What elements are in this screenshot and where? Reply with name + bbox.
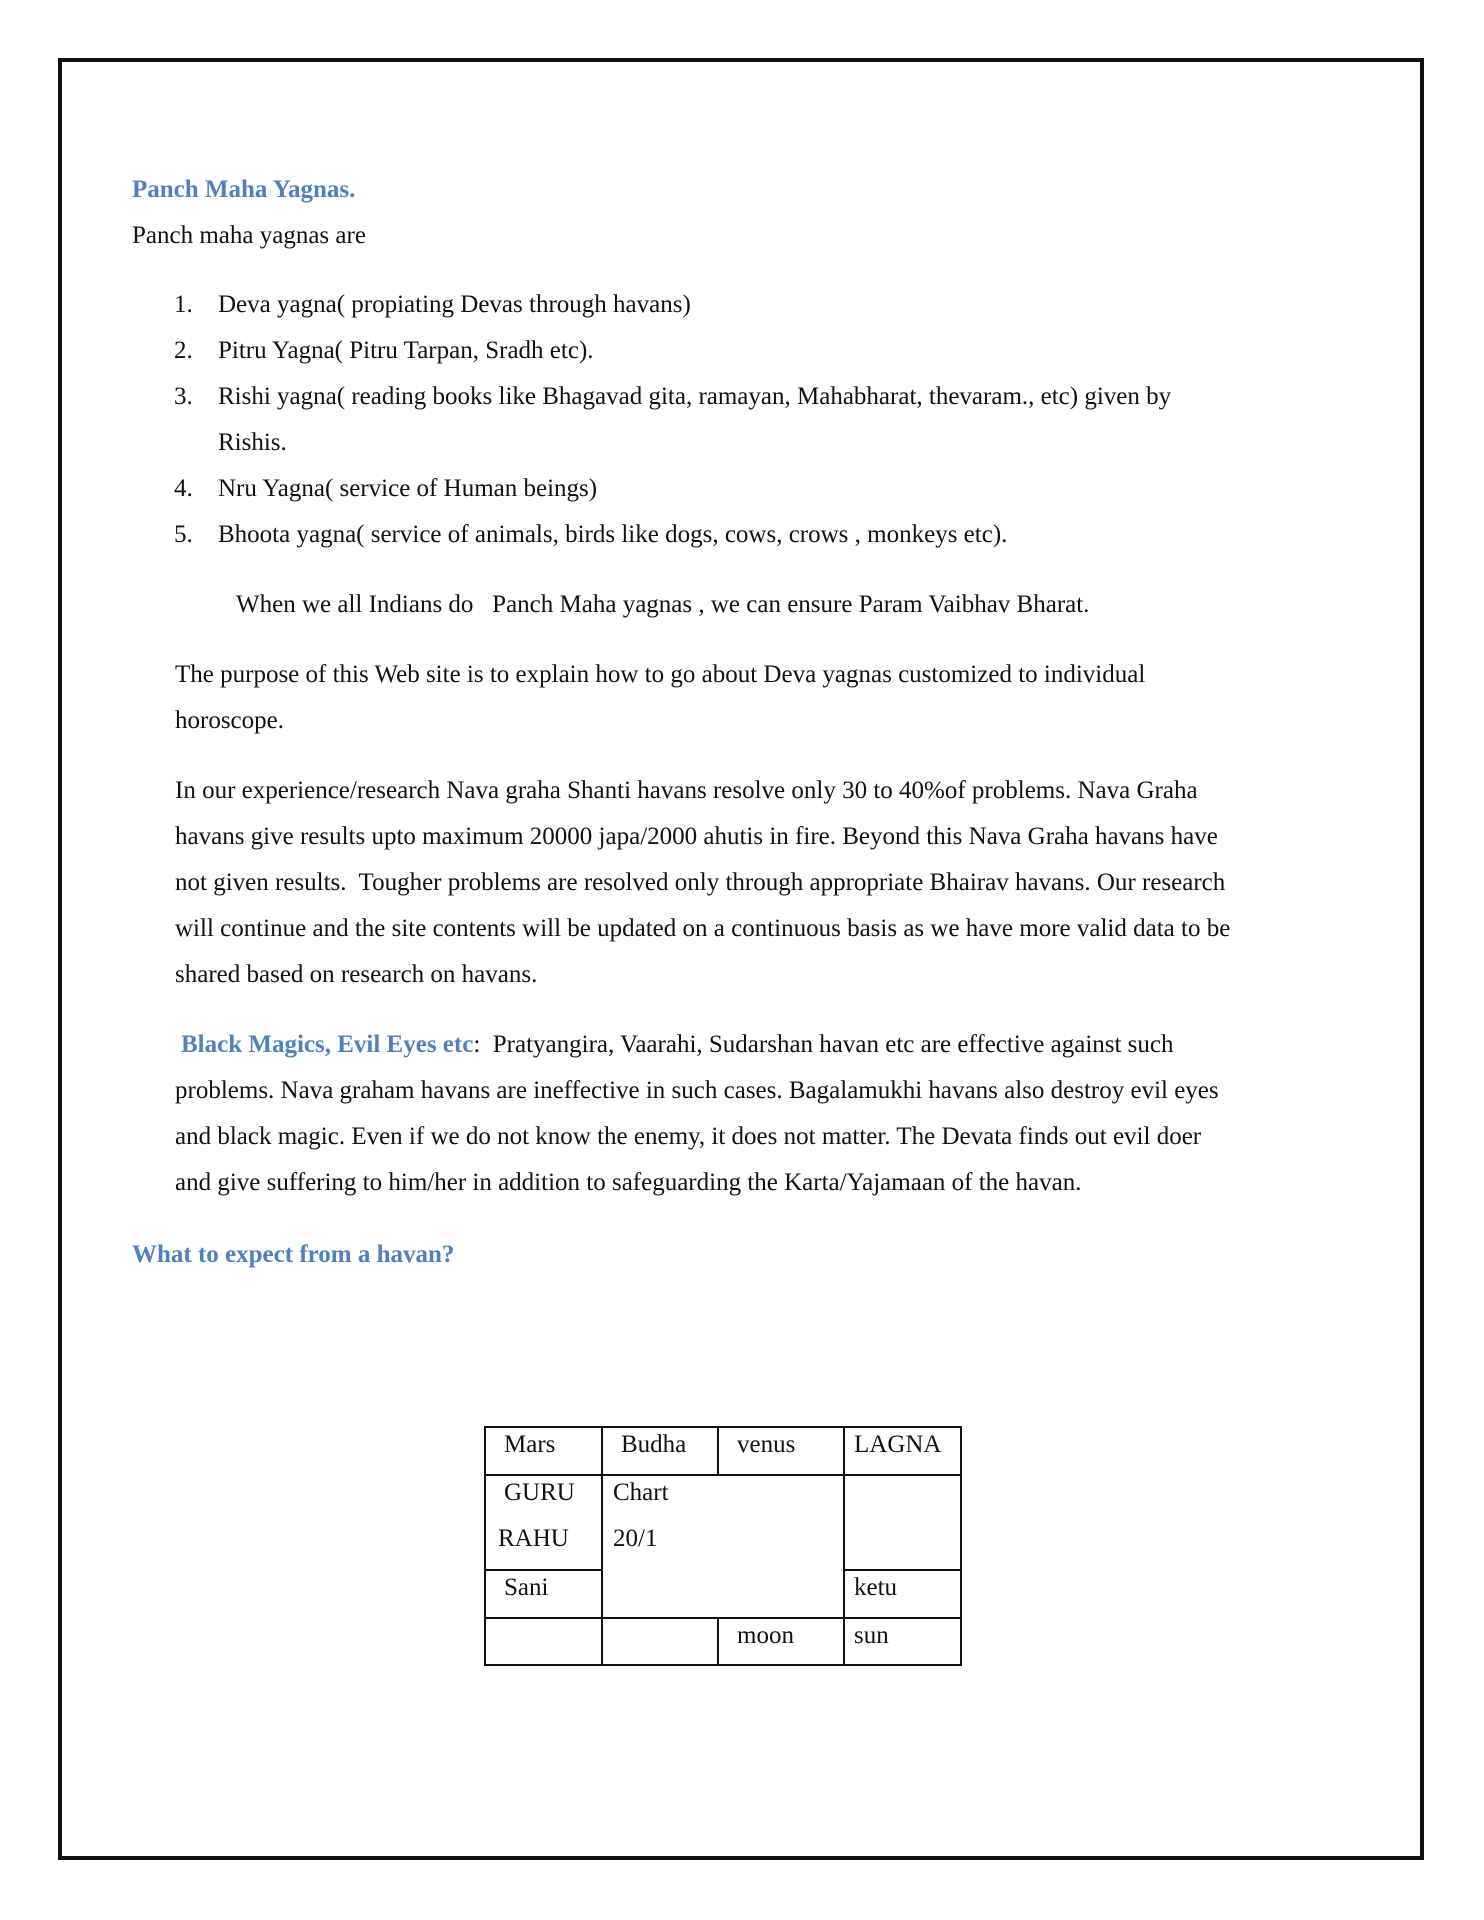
- black-magic-first-line: [181, 1030, 1174, 1060]
- list-item: Bhoota yagna( service of animals, birds like dogs, cows, crows , monkeys etc).: [218, 521, 1008, 548]
- list-item: Rishi yagna( reading books like Bhagavad gita, ramayan, Mahabharat, thevaram., etc) given by: [218, 383, 1172, 410]
- list-item: Nru Yagna( service of Human beings): [218, 475, 598, 502]
- chart-line: [484, 1474, 603, 1476]
- chart-center-title: Chart: [613, 1479, 669, 1506]
- heading-panch-maha-yagnas: Panch Maha Yagnas.: [132, 176, 356, 203]
- purpose-line: The purpose of this Web site is to explain how to go about Deva yagnas customized to individual: [175, 661, 1146, 688]
- chart-line: [601, 1426, 603, 1666]
- chart-line: [484, 1664, 962, 1666]
- horoscope-chart: [484, 1426, 962, 1666]
- research-line: shared based on research on havans.: [175, 961, 538, 988]
- chart-cell-rahu: RAHU: [498, 1525, 569, 1552]
- chart-cell-mars: Mars: [504, 1431, 556, 1458]
- chart-cell-moon: moon: [737, 1622, 794, 1649]
- chart-cell-sun: sun: [854, 1622, 889, 1649]
- list-number: 4.: [174, 475, 193, 502]
- list-number: 1.: [174, 291, 193, 318]
- research-line: In our experience/research Nava graha Shanti havans resolve only 30 to 40%of problems. Nava Graha: [175, 777, 1198, 804]
- black-magic-line: and give suffering to him/her in addition to safeguarding the Karta/Yajamaan of the havan.: [175, 1169, 1082, 1196]
- black-magic-first-text: : Pratyangira, Vaarahi, Sudarshan havan etc are effective against such: [473, 1031, 1174, 1058]
- heading-what-to-expect: What to expect from a havan?: [132, 1241, 455, 1268]
- chart-line: [717, 1617, 719, 1666]
- research-line: not given results. Tougher problems are resolved only through appropriate Bhairav havans. Our research: [175, 869, 1226, 896]
- chart-cell-guru: GURU: [504, 1479, 575, 1506]
- chart-cell-budha: Budha: [621, 1431, 687, 1458]
- research-line: havans give results upto maximum 20000 japa/2000 ahutis in fire. Beyond this Nava Graha havans have: [175, 823, 1218, 850]
- chart-cell-lagna: LAGNA: [854, 1431, 942, 1458]
- chart-line: [717, 1426, 719, 1476]
- list-item-continuation: Rishis.: [218, 429, 287, 456]
- black-magic-label: Black Magics, Evil Eyes etc: [181, 1031, 474, 1058]
- chart-line: [601, 1474, 845, 1476]
- purpose-line: horoscope.: [175, 707, 284, 734]
- chart-line: [484, 1426, 486, 1666]
- chart-line: [960, 1426, 962, 1666]
- list-item: Deva yagna( propiating Devas through havans): [218, 291, 691, 318]
- black-magic-line: problems. Nava graham havans are ineffective in such cases. Bagalamukhi havans also destroy evil eyes: [175, 1077, 1219, 1104]
- chart-line: [843, 1426, 845, 1666]
- chart-line: [484, 1569, 603, 1571]
- list-number: 3.: [174, 383, 193, 410]
- research-line: will continue and the site contents will be updated on a continuous basis as we have more valid data to be: [175, 915, 1231, 942]
- chart-center-date: 20/1: [613, 1525, 658, 1552]
- list-number: 5.: [174, 521, 193, 548]
- chart-line: [843, 1474, 962, 1476]
- chart-line: [484, 1617, 962, 1619]
- intro-text: Panch maha yagnas are: [132, 222, 366, 249]
- list-item: Pitru Yagna( Pitru Tarpan, Sradh etc).: [218, 337, 594, 364]
- list-number: 2.: [174, 337, 193, 364]
- indian-statement: When we all Indians do Panch Maha yagnas , we can ensure Param Vaibhav Bharat.: [236, 591, 1090, 618]
- chart-cell-sani: Sani: [504, 1574, 549, 1601]
- chart-line: [484, 1426, 962, 1428]
- chart-cell-venus: venus: [737, 1431, 796, 1458]
- black-magic-line: and black magic. Even if we do not know the enemy, it does not matter. The Devata finds out evil doer: [175, 1123, 1202, 1150]
- chart-line: [843, 1569, 962, 1571]
- chart-cell-ketu: ketu: [854, 1574, 898, 1601]
